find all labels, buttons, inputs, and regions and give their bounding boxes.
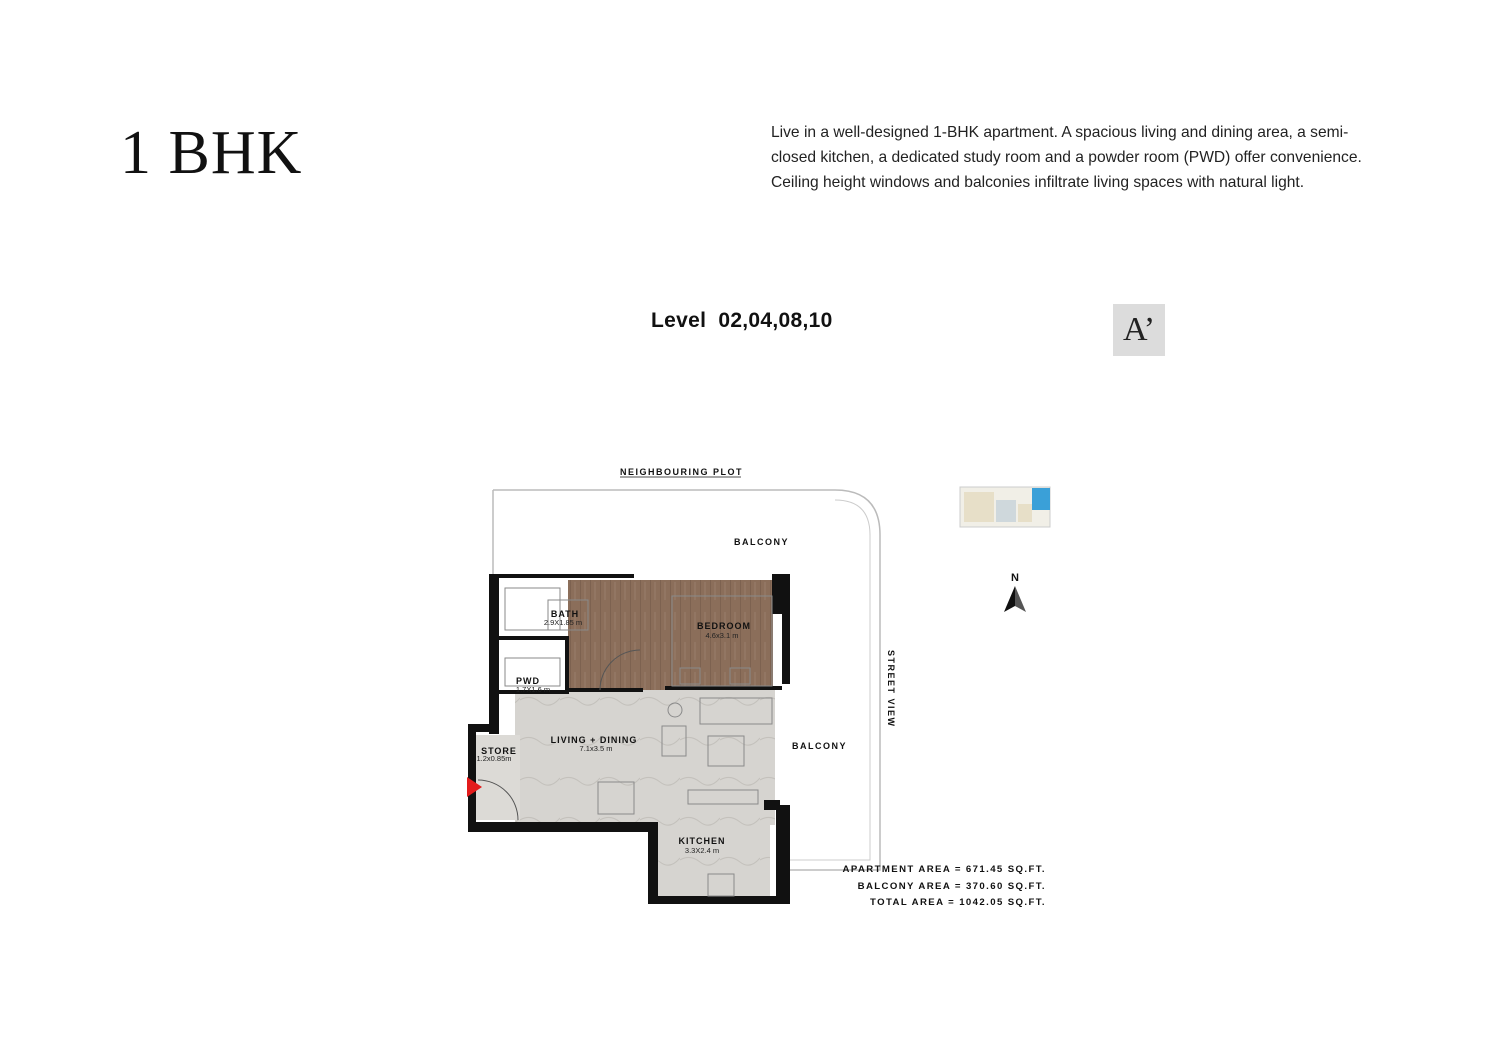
room-kitchen-name: KITCHEN <box>678 836 726 846</box>
north-arrow-icon <box>1002 584 1028 614</box>
room-living-size: 7.1x3.5 m <box>579 744 613 753</box>
variant-badge: A’ <box>1113 304 1165 356</box>
north-label: N <box>1011 572 1019 584</box>
neighbouring-plot-label: NEIGHBOURING PLOT <box>620 467 744 477</box>
level-floors: 02,04,08,10 <box>718 309 833 332</box>
room-store-name: STORE <box>481 746 517 756</box>
room-bedroom-size: 4.6x3.1 m <box>705 631 739 640</box>
key-plan <box>960 487 1050 527</box>
unit-description: Live in a well-designed 1-BHK apartment. A spacious living and dining area, a semi-closed kitchen, a dedicated study room and a powder room (PWD) offer convenience. Ceiling height windows and balconies infiltrate living spaces with natural light. <box>771 124 1362 191</box>
area-summary <box>820 864 1046 914</box>
living-floor <box>515 690 775 825</box>
balcony-area: BALCONY AREA = 370.60 SQ.FT. <box>857 880 1046 892</box>
room-bath-name: BATH <box>550 609 580 619</box>
total-area: TOTAL AREA = 1042.05 SQ.FT. <box>870 897 1046 908</box>
room-kitchen-size: 3.3X2.4 m <box>684 846 720 855</box>
room-pwd-name: PWD <box>516 676 540 686</box>
room-pwd-size: 1.7X1.6 m <box>515 685 551 694</box>
room-bath-size: 2.9X1.85 m <box>543 618 583 627</box>
north-indicator <box>1002 572 1028 619</box>
apartment-area: APARTMENT AREA = 671.45 SQ.FT. <box>842 864 1046 875</box>
room-living-name: LIVING + DINING <box>550 735 638 745</box>
balcony-right-label: BALCONY <box>792 741 847 751</box>
room-bedroom-name: BEDROOM <box>697 621 751 631</box>
level-label: Level <box>651 309 707 332</box>
balcony-top-label: BALCONY <box>734 537 789 547</box>
unit-type-title: 1 BHK <box>120 119 303 187</box>
room-store-size: 1.2x0.85m <box>476 754 512 763</box>
street-view-label: STREET VIEW <box>886 650 896 728</box>
